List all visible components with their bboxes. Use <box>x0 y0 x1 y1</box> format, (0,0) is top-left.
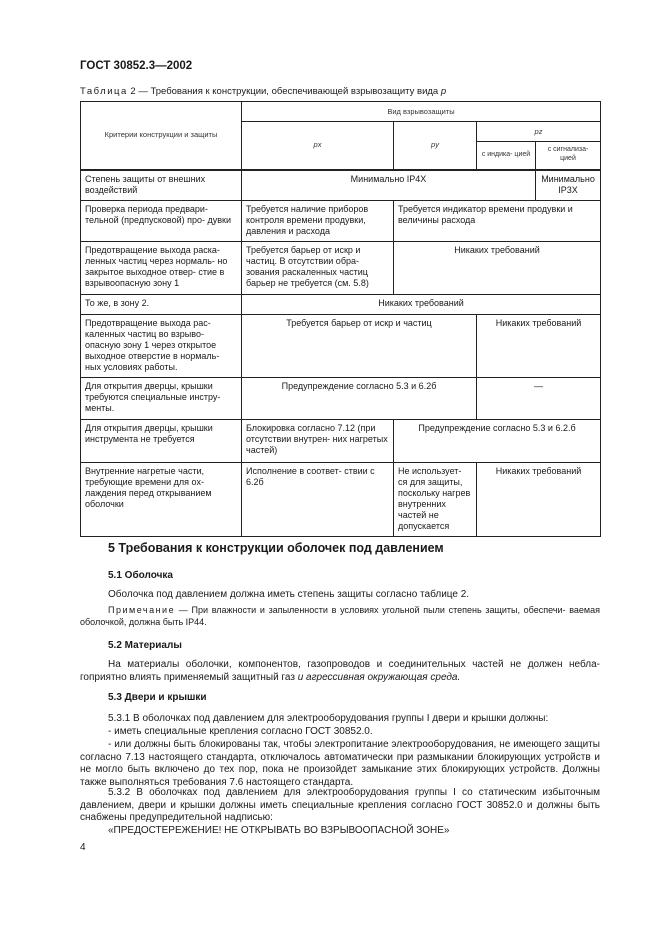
requirement-cell: Предупреждение согласно 5.3 и 6.2.б <box>394 419 601 462</box>
header-py-label: py <box>431 140 439 150</box>
paragraph-5-2-emphasis: и агрессивная окружающая среда. <box>297 671 461 683</box>
paragraph-5-2 <box>80 659 600 684</box>
criteria-cell: Степень защиты от внешних воздействий <box>81 170 242 201</box>
requirement-cell: Требуется барьер от искр и частиц <box>242 314 477 377</box>
table-row <box>81 294 601 314</box>
header-pz <box>477 122 601 142</box>
header-with-indicator: с индика- цией <box>477 142 536 170</box>
section-5-title: 5 Требования к конструкции оболочек под давлением <box>108 541 444 555</box>
requirement-cell: Минимально IP4X <box>242 170 536 201</box>
table-row <box>81 241 601 294</box>
requirement-cell: — <box>477 377 601 419</box>
requirement-cell: Блокировка согласно 7.12 (при отсутствии внутрен- них нагретых частей) <box>242 419 394 462</box>
header-px <box>242 122 394 170</box>
requirement-cell: Никаких требований <box>394 241 601 294</box>
warning-inscription: «ПРЕДОСТЕРЕЖЕНИЕ! НЕ ОТКРЫВАТЬ ВО ВЗРЫВООПАСНОЙ ЗОНЕ» <box>108 825 450 836</box>
requirement-cell: Исполнение в соответ- ствии с 6.2б <box>242 462 394 536</box>
requirement-cell: Никаких требований <box>477 462 601 536</box>
table-caption-type: р <box>440 86 447 97</box>
header-with-alarm: с сигнализа- цией <box>536 142 601 170</box>
subsection-5-3-title: 5.3 Двери и крышки <box>108 692 207 703</box>
requirement-cell: Требуется барьер от искр и частиц. В отсутствии обра- зования раскаленных частиц барьер не требуется (см. 5.8) <box>242 241 394 294</box>
paragraph-5-1: Оболочка под давлением должна иметь степень защиты согласно таблице 2. <box>108 589 470 600</box>
note-5-1 <box>80 605 600 628</box>
requirement-cell: Минимально IP3X <box>536 170 601 201</box>
table-row <box>81 314 601 377</box>
criteria-cell: Проверка периода предвари- тельной (предпусковой) про- дувки <box>81 200 242 241</box>
paragraph-5-3-1-item-b: - или должны быть блокированы так, чтобы электропитание электрооборудования, не имеющего защиты согласно 7.13 настоящего стандарта, отключалось автоматически при размыкании блокирующих устройств и не могло быть включено до тех пор, пока не произойдет замыкание этих блокирующих устройств. Должны также выполняться требования 7.6 настоящего стандарта. <box>80 739 600 788</box>
header-protection-type: Вид взрывозащиты <box>242 102 601 122</box>
table-row <box>81 200 601 241</box>
page-number: 4 <box>80 842 86 853</box>
requirements-table <box>80 101 601 537</box>
criteria-cell: То же, в зону 2. <box>81 294 242 314</box>
requirement-cell: Никаких требований <box>242 294 601 314</box>
paragraph-5-2-main: На материалы оболочки, компонентов, газопроводов и соединительных частей не должен небла- гоприятно влиять применяемый защитный газ <box>80 659 600 683</box>
table-row <box>81 462 601 536</box>
header-py <box>394 122 477 170</box>
table-caption-label: Таблица <box>80 86 128 97</box>
document-header: ГОСТ 30852.3—2002 <box>80 60 193 72</box>
criteria-cell: Предотвращение выхода рас- каленных частиц во взрыво- опасную зону 1 через открытое выходное отверстие в нормаль- ных условиях работы. <box>81 314 242 377</box>
table-caption <box>80 86 446 97</box>
paragraph-5-3-1-item-a: - иметь специальные крепления согласно ГОСТ 30852.0. <box>108 726 373 737</box>
requirement-cell: Никаких требований <box>477 314 601 377</box>
criteria-cell: Внутренние нагретые части, требующие времени для ох- лаждения перед открыванием оболочки <box>81 462 242 536</box>
table-row <box>81 419 601 462</box>
header-criteria: Критерии конструкции и защиты <box>81 102 242 170</box>
requirement-cell: Не использует- ся для защиты, поскольку нагрев внутренних частей не допускается <box>394 462 477 536</box>
requirement-cell: Предупреждение согласно 5.3 и 6.2б <box>242 377 477 419</box>
subsection-5-1-title: 5.1 Оболочка <box>108 570 173 581</box>
table-row <box>81 377 601 419</box>
table-caption-text: — Требования к конструкции, обеспечивающей взрывозащиту вида <box>138 86 439 97</box>
table-row <box>81 170 601 201</box>
criteria-cell: Для открытия дверцы, крышки требуются специальные инстру- менты. <box>81 377 242 419</box>
table-caption-number: 2 <box>130 86 136 97</box>
note-label: Примечание <box>108 605 176 615</box>
criteria-cell: Предотвращение выхода раска- ленных частиц через нормаль- но закрытое выходное отвер- стие в взрывоопасную зону 1 <box>81 241 242 294</box>
requirement-cell: Требуется индикатор времени продувки и величины расхода <box>394 200 601 241</box>
header-pz-label: pz <box>534 126 543 136</box>
subsection-5-2-title: 5.2 Материалы <box>108 640 182 651</box>
criteria-cell: Для открытия дверцы, крышки инструмента не требуется <box>81 419 242 462</box>
note-text: — При влажности и запыленности в условиях угольной пыли степень защиты, обеспечи- ваемая оболочкой, должна быть IP44. <box>80 605 600 627</box>
requirement-cell: Требуется наличие приборов контроля времени продувки, давления и расхода <box>242 200 394 241</box>
header-px-label: px <box>313 140 322 150</box>
paragraph-5-3-1: 5.3.1 В оболочках под давлением для электрооборудования группы I двери и крышки должны: <box>108 713 549 724</box>
paragraph-5-3-2: 5.3.2 В оболочках под давлением для электрооборудования группы I со статическим избыточным давлением, двери и крышки должны иметь специальные крепления согласно ГОСТ 30852.0 и должны быть снабжены предупредительной надписью: <box>80 787 600 823</box>
